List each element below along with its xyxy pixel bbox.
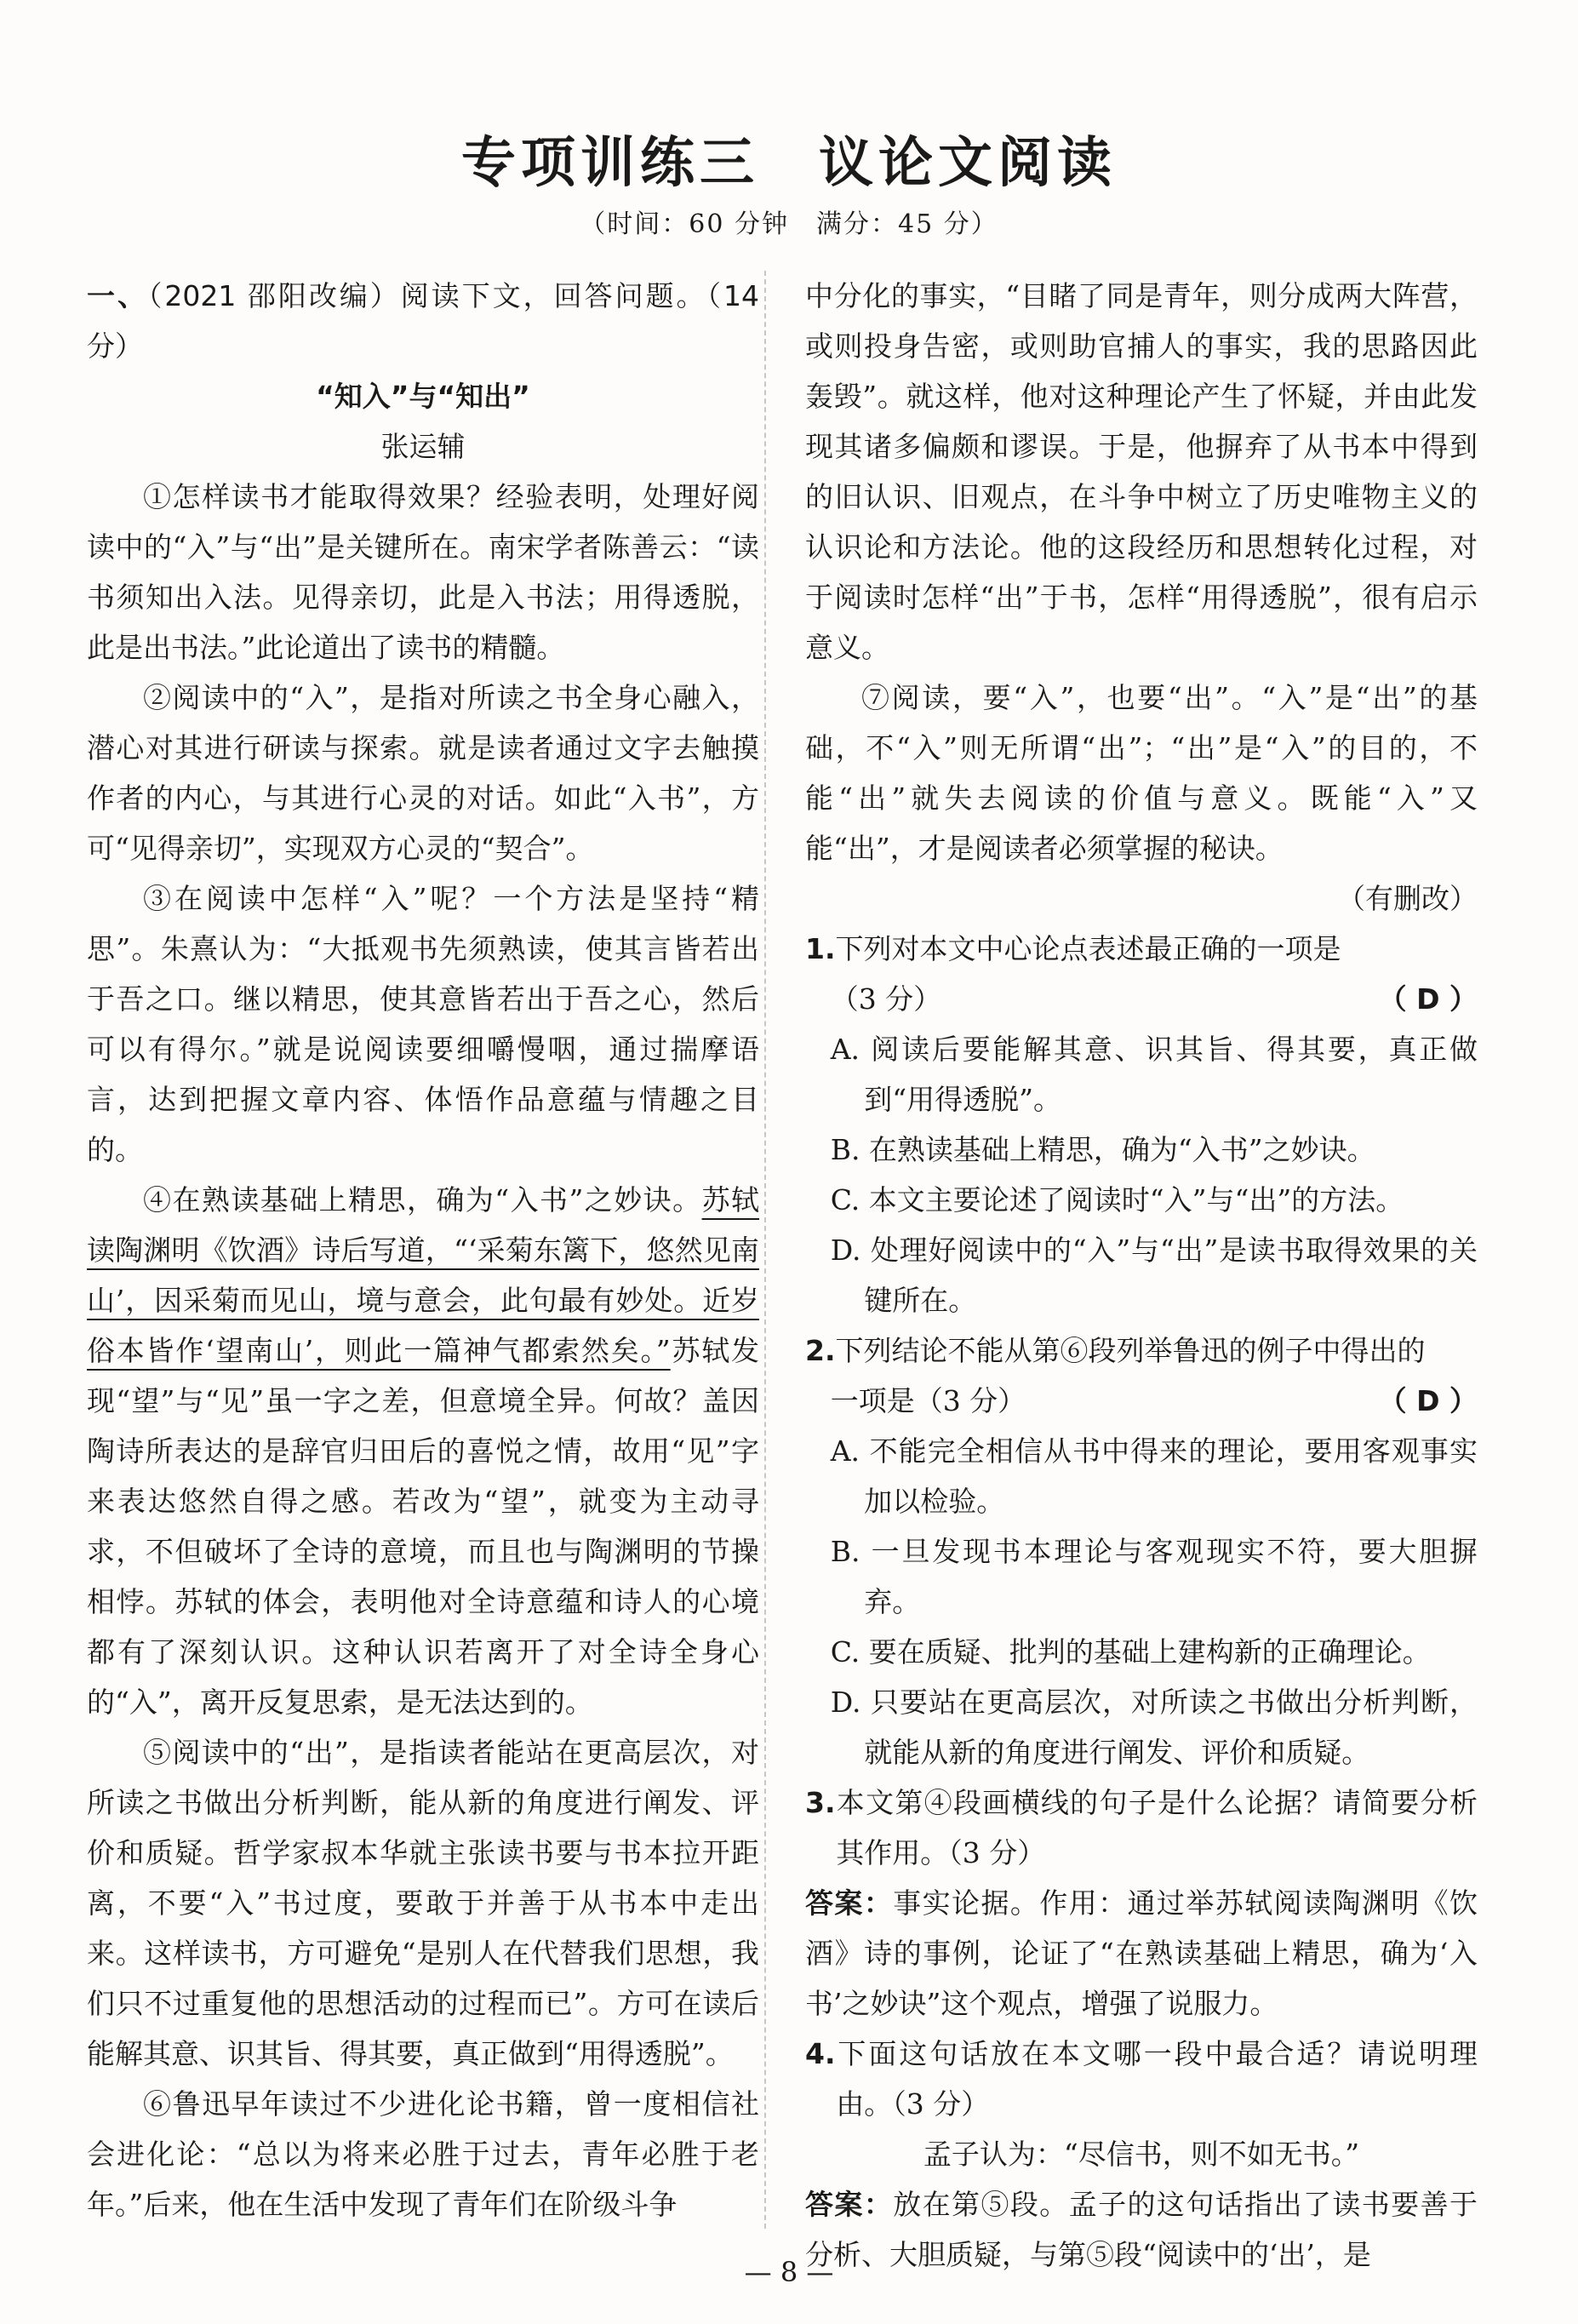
paragraph-4-lead: ④在熟读基础上精思，确为“入书”之妙诀。 (143, 1183, 702, 1216)
article-title: “知入”与“知出” (316, 380, 530, 413)
right-column (805, 271, 1478, 2280)
question-1-answer: （ D ） (1378, 982, 1478, 1016)
question-3-stem: 本文第④段画横线的句子是什么论据？请简要分析其作用。（3 分） (835, 1786, 1478, 1869)
question-1-number: 1. (805, 932, 836, 965)
question-3-number: 3. (805, 1786, 836, 1819)
question-2-number: 2. (805, 1334, 836, 1367)
title-part2: 议论文阅读 (819, 132, 1117, 195)
page-number: — 8 — (744, 2256, 834, 2288)
paragraph-1: ①怎样读书才能取得效果？经验表明，处理好阅读中的“入”与“出”是关键所在。南宋学者陈善云：“读书须知出入法。见得亲切，此是入书法；用得透脱，此是出书法。”此论道出了读书的精髓。 (87, 480, 759, 664)
question-3-answer-label: 答案： (805, 1886, 894, 1920)
question-4-answer-text: 放在第⑤段。孟子的这句话指出了读书要善于分析、大胆质疑，与第⑤段“阅读中的‘出’，是 (805, 2188, 1478, 2271)
question-4 (805, 2029, 1478, 2129)
paragraph-7: ⑦阅读，要“入”，也要“出”。“入”是“出”的基础，不“入”则无所谓“出”；“出”是“入”的目的，不能“出”就失去阅读的价值与意义。既能“入”又能“出”，才是阅读者必须掌握的秘诀。 (805, 681, 1478, 865)
question-4-number: 4. (805, 2037, 836, 2070)
article-author: 张运辅 (380, 430, 466, 463)
question-1-score-row (805, 974, 1478, 1024)
question-4-stem: 下面这句话放在本文哪一段中最合适？请说明理由。（3 分） (835, 2037, 1478, 2121)
question-2-score-row (805, 1376, 1478, 1426)
question-1-option-c: C. 本文主要论述了阅读时“入”与“出”的方法。 (830, 1183, 1404, 1216)
question-3-answer (805, 1878, 1478, 2029)
section-source: （2021 邵阳改编）阅读下文，回答问题。（14 分） (87, 279, 759, 363)
question-2-option-b: B. 一旦发现书本理论与客观现实不符，要大胆摒弃。 (830, 1535, 1478, 1618)
time-and-score: （时间：60 分钟 满分：45 分） (580, 209, 998, 239)
question-1-score: （3 分） (830, 982, 942, 1016)
question-2 (805, 1325, 1478, 1376)
paragraph-4-rest: 苏轼发现“望”与“见”虽一字之差，但意境全异。何故？盖因陶诗所表达的是辞官归田后的喜悦之情，故用“见”字来表达悠然自得之感。若改为“望”，就变为主动寻求，不但破坏了全诗的意境，而且也与陶渊明的节操相悖。苏轼的体会，表明他对全诗意蕴和诗人的心境都有了深刻认识。这种认识若离开了对全诗全身心的“入”，离开反复思索，是无法达到的。 (87, 1334, 760, 1719)
question-3 (805, 1777, 1478, 1878)
question-1 (805, 924, 1478, 974)
question-1-stem: 下列对本文中心论点表述最正确的一项是 (835, 932, 1341, 965)
paragraph-3: ③在阅读中怎样“入”呢？一个方法是坚持“精思”。朱熹认为：“大抵观书先须熟读，使其言皆若出于吾之口。继以精思，使其意皆若出于吾之心，然后可以有得尔。”就是说阅读要细嚼慢咽，通过揣摩语言，达到把握文章内容、体悟作品意蕴与情趣之目的。 (87, 882, 759, 1166)
paragraph-6-part1: ⑥鲁迅早年读过不少进化论书籍，曾一度相信社会进化论：“总以为将来必胜于过去，青年必胜于老年。”后来，他在生活中发现了青年们在阶级斗争 (87, 2087, 759, 2221)
page-title (0, 119, 1578, 197)
section-label: 一、 (87, 279, 148, 312)
question-2-option-d: D. 只要站在更高层次，对所读之书做出分析判断，就能从新的角度进行阐发、评价和质疑。 (830, 1686, 1478, 1769)
title-part1: 专项训练三 (461, 132, 759, 195)
paragraph-6-part2: 中分化的事实，“目睹了同是青年，则分成两大阵营，或则投身告密，或则助官捕人的事实，我的思路因此轰毁”。就这样，他对这种理论产生了怀疑，并由此发现其诸多偏颇和谬误。于是，他摒弃了从书本中得到的旧认识、旧观点，在斗争中树立了历史唯物主义的认识论和方法论。他的这段经历和思想转化过程，对于阅读时怎样“出”于书，怎样“用得透脱”，很有启示意义。 (805, 279, 1478, 664)
question-2-stem-cont: 一项是（3 分） (830, 1384, 1026, 1417)
question-3-answer-text: 事实论据。作用：通过举苏轼阅读陶渊明《饮酒》诗的事例，论证了“在熟读基础上精思，确为‘入书’之妙诀”这个观点，增强了说服力。 (805, 1886, 1478, 2020)
column-divider (764, 271, 766, 2229)
question-1-option-a: A. 阅读后要能解其意、识其旨、得其要，真正做到“用得透脱”。 (830, 1033, 1478, 1116)
paragraph-5: ⑤阅读中的“出”，是指读者能站在更高层次，对所读之书做出分析判断，能从新的角度进行阐发、评价和质疑。哲学家叔本华就主张读书要与书本拉开距离，不要“入”书过度，要敢于并善于从书本中走出来。这样读书，方可避免“是别人在代替我们思想，我们只不过重复他的思想活动的过程而已”。方可在读后能解其意、识其旨、得其要，真正做到“用得透脱”。 (87, 1736, 759, 2070)
left-column (87, 271, 759, 2230)
question-2-option-a: A. 不能完全相信从书中得来的理论，要用客观事实加以检验。 (830, 1434, 1478, 1518)
question-2-option-c: C. 要在质疑、批判的基础上建构新的正确理论。 (830, 1635, 1431, 1669)
question-2-answer: （ D ） (1378, 1384, 1478, 1417)
question-1-option-d: D. 处理好阅读中的“入”与“出”是读书取得效果的关键所在。 (830, 1234, 1478, 1317)
section-heading (87, 271, 759, 371)
paragraph-2: ②阅读中的“入”，是指对所读之书全身心融入，潜心对其进行研读与探索。就是读者通过文字去触摸作者的内心，与其进行心灵的对话。如此“入书”，方可“见得亲切”，实现双方心灵的“契合”。 (87, 681, 759, 865)
edit-note: （有删改） (1337, 882, 1478, 915)
paragraph-4 (87, 1175, 759, 1727)
question-1-option-b: B. 在熟读基础上精思，确为“入书”之妙诀。 (830, 1133, 1375, 1166)
question-4-quote: 孟子认为：“尽信书，则不如无书。” (923, 2138, 1360, 2171)
question-2-stem: 下列结论不能从第⑥段列举鲁迅的例子中得出的 (835, 1334, 1426, 1367)
paragraph-4-underlined: 苏轼读陶渊明《饮酒》诗后写道，“‘采菊东篱下，悠然见南山’，因采菊而见山，境与意会，此句最有妙处。近岁俗本皆作‘望南山’，则此一篇神气都索然矣。” (87, 1183, 760, 1367)
question-4-answer-label: 答案： (805, 2188, 894, 2221)
